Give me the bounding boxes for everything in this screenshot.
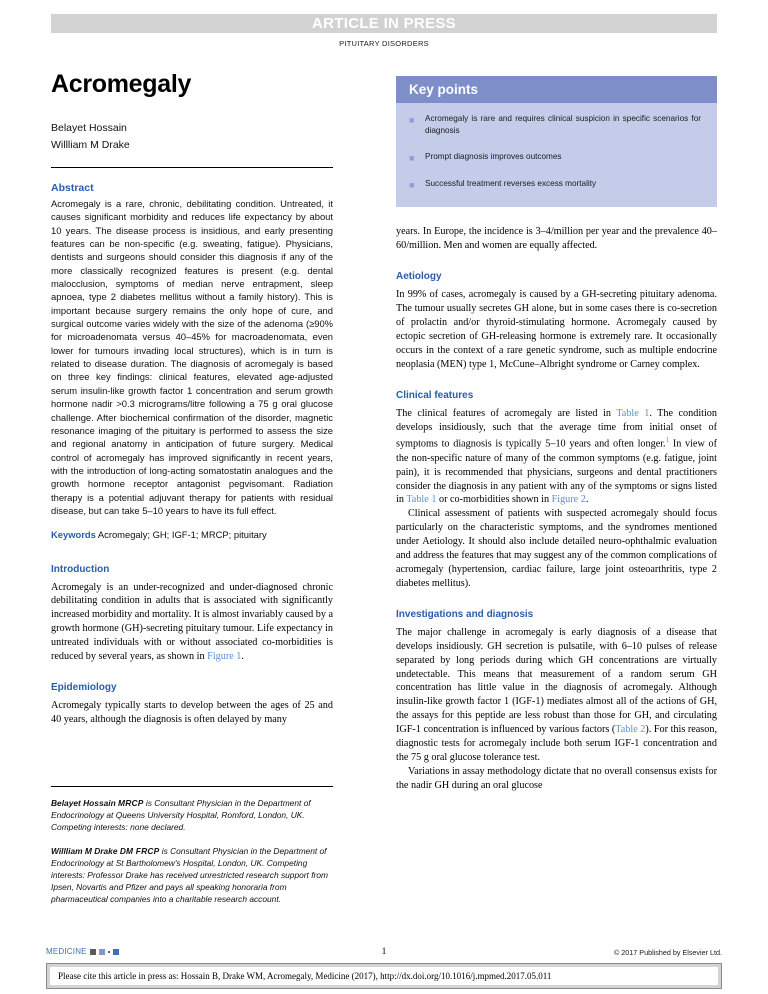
keywords-label: Keywords xyxy=(51,529,96,541)
section-gap xyxy=(51,664,333,682)
biography-1-name: Belayet Hossain xyxy=(51,798,116,808)
cf-text-d: or co-morbidities shown in xyxy=(436,494,552,506)
biography-2-text: is Consultant Physician in the Department of Endocrinology at St Bartholomew's Hospital, London, UK. Competing interests: Professor Drake has received unrestricted research support from Ipsen, Novartis and Pfizer and pays all speaking honoraria from pharmaceutical companies into a charitable research account. xyxy=(51,845,328,905)
biography-2-name: Willliam M Drake xyxy=(51,845,118,856)
clinical-features-section xyxy=(396,390,717,591)
key-point-item xyxy=(409,178,701,191)
title-divider xyxy=(51,167,333,168)
key-point-text: Prompt diagnosis improves outcomes xyxy=(425,152,562,162)
biography-2 xyxy=(51,845,333,906)
key-points-heading: Key points xyxy=(396,76,717,103)
cf-text-a: The clinical features of acromegaly are listed in xyxy=(396,407,617,419)
clinical-features-paragraph-2: Clinical assessment of patients with suspected acromegaly should focus particularly on the characteristic symptoms, and the syndromes mentioned under Aetiology. It should also include detailed neuro-ophthalmic evaluation and address the features that may suggest any of the common complications of acromegaly (hypertension, cardiac failure, large joint osteoarthritis, type 2 diabetes mellitus). xyxy=(396,508,717,589)
key-points-box xyxy=(396,76,717,207)
bullet-icon: ■ xyxy=(409,153,415,164)
clinical-features-heading: Clinical features xyxy=(396,389,474,401)
key-point-item xyxy=(409,151,701,164)
citation-banner xyxy=(46,963,722,989)
aetiology-heading: Aetiology xyxy=(396,271,442,283)
bullet-icon: ■ xyxy=(409,180,415,191)
inv-text-a: The major challenge in acromegaly is early diagnosis of a disease that develops insidiously. GH secretion is pulsatile, with 6–10 pulses of release separated by long periods during which GH concentrations are virtually undetectable. This means that measurement of a random serum GH concentration has little value in the diagnosis of acromegaly. Although insulin-like growth factor 1 (IGF-1) mediates almost all of the actions of GH, the assays for this peptide are less robust than those for GH, and circulating IGF-1 concentration is influenced by various factors ( xyxy=(396,626,717,736)
author-name-2: Willliam M Drake xyxy=(51,139,130,151)
copyright-notice: © 2017 Published by Elsevier Ltd. xyxy=(614,948,722,957)
author-name-1: Belayet Hossain xyxy=(51,122,127,134)
section-gap xyxy=(396,253,717,271)
keywords-line xyxy=(51,528,333,541)
right-column xyxy=(396,76,717,793)
cf-text-b: . The condition develops insidiously, such that the average time from initial onset of symptoms to diagnosis is typically 5–10 years and often longer. xyxy=(396,407,717,450)
page-number: 1 xyxy=(381,947,387,957)
aetiology-paragraph: In 99% of cases, acromegaly is caused by a GH-secreting pituitary adenoma. The tumour usually secretes GH alone, but in some cases there is co-secretion of prolactin and/or thyroid-stimulating hormone. Acromegaly caused by ectopic secretion of GH-releasing hormone is extremely rare. It occasionally occurs in the context of a rare genetic syndrome, such as multiple endocrine neoplasia (MEN) type 1, McCune–Albright syndrome or Carney complex. xyxy=(396,289,717,370)
biography-1-text: is Consultant Physician in the Department of Endocrinology at Queens University Hospital, Romford, London, UK. Competing interests: none declared. xyxy=(51,798,311,833)
cf-text-c: In view of the non-specific nature of many of the common symptoms (e.g. fatigue, joint pain), it is recommended that physicians, surgeons and dental practitioners consider the diagnosis in any patient with any of the symptoms or signs listed in xyxy=(396,438,717,506)
table-1-xref[interactable]: Table 1 xyxy=(616,407,650,419)
citation-text: Please cite this article in press as: Hossain B, Drake WM, Acromegaly, Medicine (2017), http://dx.doi.org/10.1016/j.mpmed.2017.05.011 xyxy=(50,967,718,985)
keywords-value: Acromegaly; GH; IGF-1; MRCP; pituitary xyxy=(97,529,267,541)
key-point-item xyxy=(409,113,701,137)
epidemiology-heading: Epidemiology xyxy=(51,681,117,693)
biography-1 xyxy=(51,797,333,834)
investigations-section xyxy=(396,609,717,793)
key-point-text: Successful treatment reverses excess mortality xyxy=(425,179,597,189)
clinical-features-paragraph-1 xyxy=(396,407,717,508)
cf-text-e: . xyxy=(585,494,589,506)
investigations-paragraph-1 xyxy=(396,626,717,765)
biography-divider xyxy=(51,786,333,787)
biography-1-degrees: MRCP xyxy=(118,798,144,808)
biography-2-degrees: DM FRCP xyxy=(119,845,160,856)
abstract-text: Acromegaly is a rare, chronic, debilitating condition. Untreated, it causes significant morbidity and reduces life expectancy by about 10 years. The disease process is insidious, and early presenting features can be non-specific (e.g. sweating, fatigue). Physicians, dentists and surgeons should consider this diagnosis if any of the more classically recognized features is present (e.g. dental malocclusion, symptoms of median nerve entrapment, sleep apnoea, type 2 diabetes mellitus without a family history). This is important because surgery remains the only hope of cure, and surgical outcome varies widely with the size of the adenoma (≥90% for microadenomata versus 40–45% for macroadenomata, even lower for tumours invading local structures), which is in turn is related to disease duration. The diagnosis of acromegaly is based on three key findings: clinical features, elevated age-adjusted serum insulin-like growth factor 1 concentration and serum growth hormone nadir >0.3 micrograms/litre following a 75 g oral glucose challenge. After biochemical confirmation of the disorder, magnetic resonance imaging of the pituitary is performed to assess the size and regional anatomy in anticipation of future surgery. Medical control of acromegaly has improved significantly in recent years, with the introduction of long-acting somatostatin analogues and the growth hormone receptor antagonist pegvisomant. Radiation therapy is a potential adjuvant therapy for patients with residual disease, but can take 5–10 years to have its full effect. xyxy=(51,198,333,516)
investigations-heading: Investigations and diagnosis xyxy=(396,608,534,620)
investigations-paragraph-2: Variations in assay methodology dictate that no overall consensus exists for the nadir GH during an oral glucose xyxy=(396,765,717,791)
section-gap xyxy=(396,372,717,390)
running-head: PITUITARY DISORDERS xyxy=(339,39,429,48)
epidemiology-section xyxy=(51,682,333,727)
figure-1-xref[interactable]: Figure 1 xyxy=(207,651,242,663)
section-gap xyxy=(51,542,333,564)
page-footer xyxy=(46,947,722,959)
journal-name: MEDICINE xyxy=(46,947,87,956)
epidemiology-continuation: years. In Europe, the incidence is 3–4/million per year and the prevalence 40–60/million. Men and women are equally affected. xyxy=(396,226,717,252)
citation-ref-1[interactable]: 1 xyxy=(665,436,670,445)
author-biographies xyxy=(51,786,333,906)
section-gap xyxy=(396,207,717,225)
table-1-xref-2[interactable]: Table 1 xyxy=(406,494,437,506)
abstract-section xyxy=(51,182,333,542)
epidemiology-paragraph: Acromegaly typically starts to develop between the ages of 25 and 40 years, although the diagnosis is often delayed by many xyxy=(51,699,333,725)
abstract-heading: Abstract xyxy=(51,182,94,194)
article-in-press-banner: ARTICLE IN PRESS xyxy=(51,14,717,33)
inv-text-b: ). For this reason, diagnostic tests for acromegaly include both serum IGF-1 concentration and the 75 g oral glucose tolerance test. xyxy=(396,724,717,763)
introduction-section xyxy=(51,564,333,664)
aetiology-section xyxy=(396,271,717,371)
introduction-paragraph xyxy=(51,581,333,664)
intro-text-a: Acromegaly is an under-recognized and under-diagnosed chronic debilitating condition in adults that is associated with significantly increased morbidity and mortality. It is almost invariably caused by a growth hormone (GH)-secreting pituitary tumour. Life expectancy in untreated individuals with or without associated co-morbidities is reduced by several years, as shown in xyxy=(51,581,333,663)
intro-text-b: . xyxy=(241,651,244,663)
key-points-body xyxy=(396,103,717,207)
introduction-heading: Introduction xyxy=(51,563,110,575)
key-point-text: Acromegaly is rare and requires clinical suspicion in specific scenarios for diagnosis xyxy=(425,114,701,136)
figure-2-xref[interactable]: Figure 2 xyxy=(551,494,586,506)
table-2-xref[interactable]: Table 2 xyxy=(615,724,646,736)
left-column xyxy=(51,70,333,727)
bullet-icon: ■ xyxy=(409,115,415,125)
section-gap xyxy=(396,591,717,609)
page-title: Acromegaly xyxy=(51,70,192,98)
